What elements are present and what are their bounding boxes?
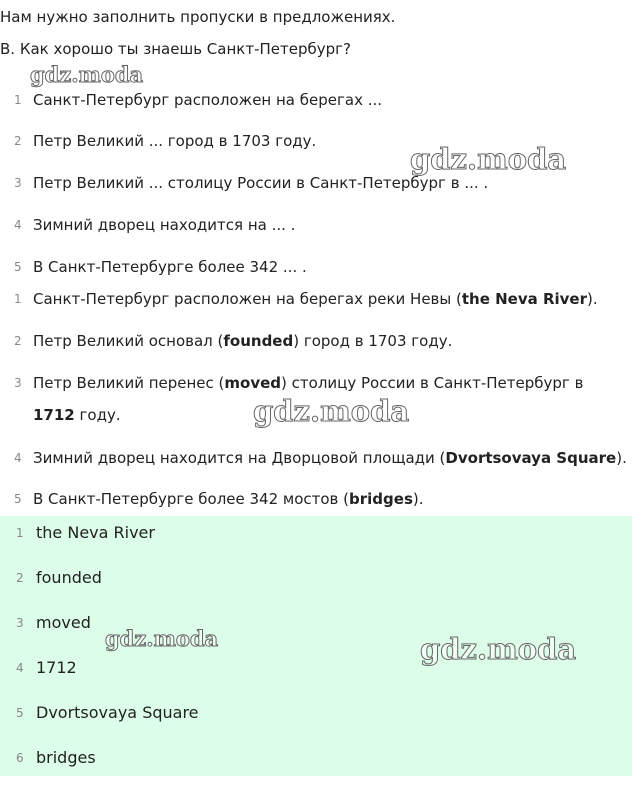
filled-text: В Санкт-Петербурге более 342 мостов (bridges). bbox=[33, 490, 424, 508]
item-number: 5 bbox=[14, 260, 22, 274]
answer-word: Dvortsovaya Square bbox=[445, 449, 617, 467]
question-text: Санкт-Петербург расположен на берегах ... bbox=[33, 91, 383, 109]
section-title: B. Как хорошо ты знаешь Санкт-Петербург? bbox=[0, 40, 351, 58]
watermark-logo: gdz.moda bbox=[420, 632, 577, 666]
answer-word: moved bbox=[224, 374, 282, 392]
item-number: 4 bbox=[16, 661, 24, 675]
item-number: 2 bbox=[14, 134, 22, 148]
item-number: 4 bbox=[14, 218, 22, 232]
item-number: 4 bbox=[14, 451, 22, 465]
question-text: Зимний дворец находится на ... . bbox=[33, 216, 296, 234]
watermark-logo: gdz.moda bbox=[410, 142, 567, 176]
instruction-text: Нам нужно заполнить пропуски в предложениях. bbox=[0, 8, 396, 26]
watermark-logo: gdz.moda bbox=[30, 62, 144, 87]
answer-text: 1712 bbox=[36, 658, 77, 677]
item-number: 3 bbox=[16, 616, 24, 630]
item-number: 1 bbox=[14, 292, 22, 306]
question-text: Петр Великий ... столицу России в Санкт-Петербург в ... . bbox=[33, 174, 489, 192]
answer-text: Dvortsovaya Square bbox=[36, 703, 199, 722]
item-number: 1 bbox=[16, 526, 24, 540]
item-number: 1 bbox=[14, 93, 22, 107]
filled-text: Зимний дворец находится на Дворцовой площади (Dvortsovaya Square). bbox=[33, 449, 627, 467]
answer-year: 1712 bbox=[33, 406, 75, 424]
item-number: 5 bbox=[14, 492, 22, 506]
question-text: В Санкт-Петербурге более 342 ... . bbox=[33, 258, 307, 276]
item-number: 3 bbox=[14, 376, 22, 390]
answer-word: the Neva River bbox=[461, 290, 587, 308]
answer-word: founded bbox=[223, 332, 294, 350]
filled-text: Санкт-Петербург расположен на берегах реки Невы (the Neva River). bbox=[33, 290, 598, 308]
item-number: 2 bbox=[16, 571, 24, 585]
answer-text: the Neva River bbox=[36, 523, 155, 542]
answer-word: bridges bbox=[349, 490, 413, 508]
item-number: 2 bbox=[14, 334, 22, 348]
answer-text: bridges bbox=[36, 748, 96, 767]
filled-text: Петр Великий перенес (moved) столицу России в Санкт-Петербург в 1712 году. bbox=[33, 374, 584, 424]
item-number: 3 bbox=[14, 176, 22, 190]
answer-text: moved bbox=[36, 613, 91, 632]
item-number: 5 bbox=[16, 706, 24, 720]
answer-text: founded bbox=[36, 568, 102, 587]
watermark-logo: gdz.moda bbox=[105, 626, 219, 651]
filled-text: Петр Великий основал (founded) город в 1703 году. bbox=[33, 332, 453, 350]
watermark-logo: gdz.moda bbox=[253, 394, 410, 428]
question-text: Петр Великий ... город в 1703 году. bbox=[33, 132, 317, 150]
item-number: 6 bbox=[16, 751, 24, 765]
